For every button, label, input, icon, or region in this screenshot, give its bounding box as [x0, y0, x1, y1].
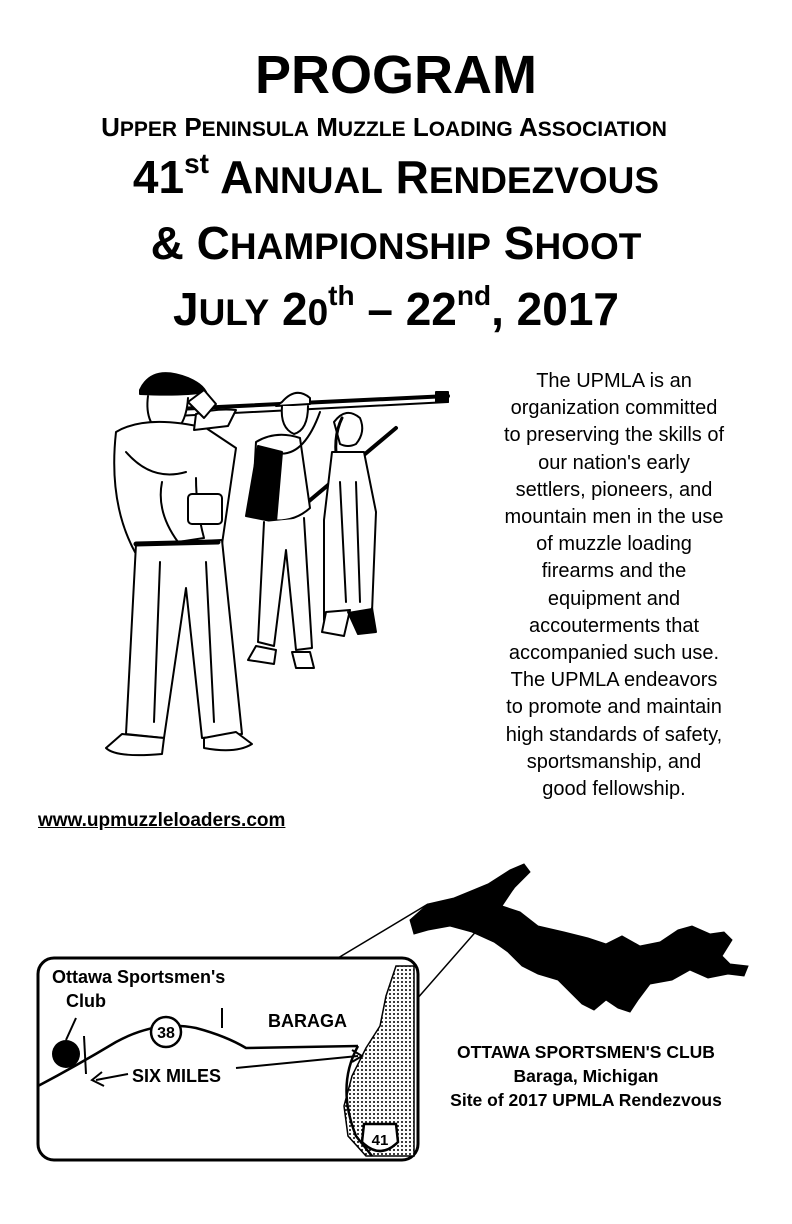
page-title: PROGRAM	[255, 45, 537, 105]
dates-sup-nd: nd	[456, 280, 492, 311]
club-label-line1: Ottawa Sportsmen's	[52, 967, 226, 987]
mission-line: equipment and	[547, 587, 681, 610]
headline-championship: & CHAMPIONSHIP SHOOT	[150, 217, 642, 269]
headline-annual	[0, 150, 792, 208]
shooters-illustration	[96, 362, 456, 792]
mission-line: organization committed	[510, 397, 718, 420]
association-name: UPPER PENINSULA MUZZLE LOADING ASSOCIATION	[101, 112, 667, 142]
dates-year: , 2017	[491, 283, 620, 335]
dates-start: JULY 20	[172, 283, 329, 335]
site-name: OTTAWA SPORTSMEN'S CLUB	[457, 1042, 715, 1062]
mission-line: to promote and maintain	[506, 696, 722, 719]
mission-line: sportsmanship, and	[526, 750, 702, 773]
mission-line: accouterments that	[528, 614, 700, 637]
mission-line: our nation's early	[538, 451, 690, 474]
mission-line: firearms and the	[541, 560, 687, 583]
website-link[interactable]: www.upmuzzleloaders.com	[38, 810, 286, 831]
distance-label: SIX MILES	[132, 1066, 222, 1086]
site-caption	[412, 1040, 760, 1112]
site-description: Site of 2017 UPMLA Rendezvous	[450, 1090, 722, 1110]
route-38-label: 38	[157, 1025, 175, 1042]
mission-line: The UPMLA endeavors	[510, 669, 718, 692]
town-label: BARAGA	[268, 1011, 347, 1031]
ordinal-suffix: st	[184, 148, 209, 179]
mission-line: good fellowship.	[542, 778, 686, 801]
mission-line: accompanied such use.	[508, 642, 720, 665]
dates-sup-th: th	[328, 280, 355, 311]
dates-end: – 22	[354, 283, 457, 335]
mission-line: to preserving the skills of	[503, 424, 725, 447]
mission-line: of muzzle loading	[536, 533, 692, 556]
mission-line: The UPMLA is an	[536, 370, 692, 392]
site-location: Baraga, Michigan	[513, 1066, 659, 1086]
mission-line: mountain men in the use	[504, 506, 724, 529]
headline-dates	[0, 282, 792, 340]
mission-statement	[476, 368, 752, 803]
annual-rendezvous-text: ANNUAL RENDEZVOUS	[220, 151, 660, 203]
club-label-line2: Club	[66, 991, 106, 1011]
route-41-label: 41	[371, 1132, 389, 1149]
ordinal-number: 41	[132, 151, 185, 203]
mission-line: high standards of safety,	[505, 723, 723, 746]
mission-line: settlers, pioneers, and	[515, 478, 713, 501]
